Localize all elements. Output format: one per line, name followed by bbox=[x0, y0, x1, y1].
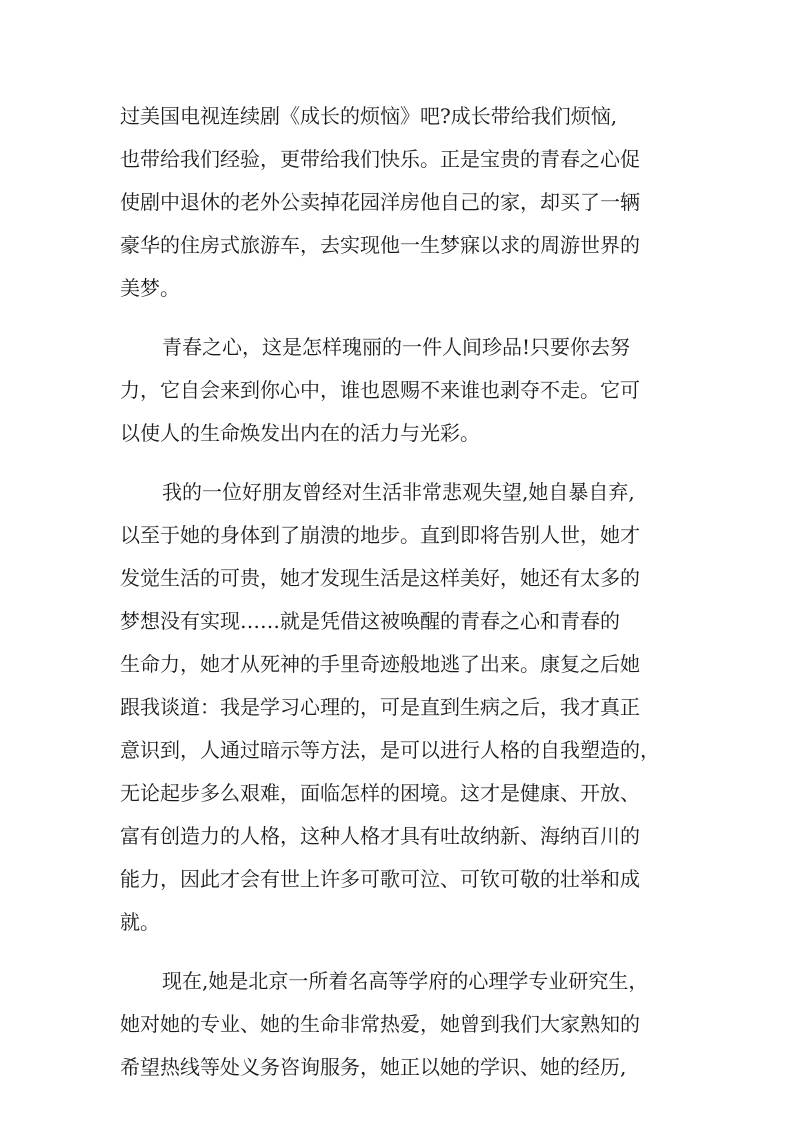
text-line: 以使人的生命焕发出内在的活力与光彩。 bbox=[120, 421, 480, 445]
text-line: 梦想没有实现……就是凭借这被唤醒的青春之心和青春的 bbox=[120, 609, 620, 633]
text-line: 无论起步多么艰难，面临怎样的困境。这才是健康、开放、 bbox=[120, 781, 640, 805]
text-line: 过美国电视连续剧《成长的烦恼》吧?成长带给我们烦恼, bbox=[120, 104, 618, 128]
paragraph-first-line: 青春之心，这是怎样瑰丽的一件人间珍品!只要你去努 bbox=[162, 335, 631, 359]
text-line: 富有创造力的人格，这种人格才具有吐故纳新、海纳百川的 bbox=[120, 824, 640, 848]
text-line: 发觉生活的可贵，她才发现生活是这样美好，她还有太多的 bbox=[120, 566, 640, 590]
text-line: 生命力，她才从死神的手里奇迹般地逃了出来。康复之后她 bbox=[120, 652, 640, 676]
text-line: 跟我谈道：我是学习心理的，可是直到生病之后，我才真正 bbox=[120, 695, 640, 719]
text-line: 美梦。 bbox=[120, 276, 180, 300]
text-line: 使剧中退休的老外公卖掉花园洋房他自己的家，却买了一辆 bbox=[120, 190, 640, 214]
text-line: 她对她的专业、她的生命非常热爱，她曾到我们大家熟知的 bbox=[120, 1012, 640, 1036]
text-line: 豪华的住房式旅游车，去实现他一生梦寐以求的周游世界的 bbox=[120, 233, 640, 257]
text-line: 以至于她的身体到了崩溃的地步。直到即将告别人世，她才 bbox=[120, 523, 640, 547]
text-line: 意识到，人通过暗示等方法，是可以进行人格的自我塑造的， bbox=[120, 738, 660, 762]
text-line: 力，它自会来到你心中，谁也恩赐不来谁也剥夺不走。它可 bbox=[120, 378, 640, 402]
paragraph-first-line: 现在,她是北京一所着名高等学府的心理学专业研究生， bbox=[162, 969, 649, 993]
paragraph-first-line: 我的一位好朋友曾经对生活非常悲观失望,她自暴自弃, bbox=[162, 480, 635, 504]
text-line: 也带给我们经验，更带给我们快乐。正是宝贵的青春之心促 bbox=[120, 147, 640, 171]
text-line: 能力，因此才会有世上许多可歌可泣、可钦可敬的壮举和成 bbox=[120, 867, 640, 891]
text-line: 就。 bbox=[120, 910, 160, 934]
text-line: 希望热线等处义务咨询服务，她正以她的学识、她的经历, bbox=[120, 1055, 627, 1079]
